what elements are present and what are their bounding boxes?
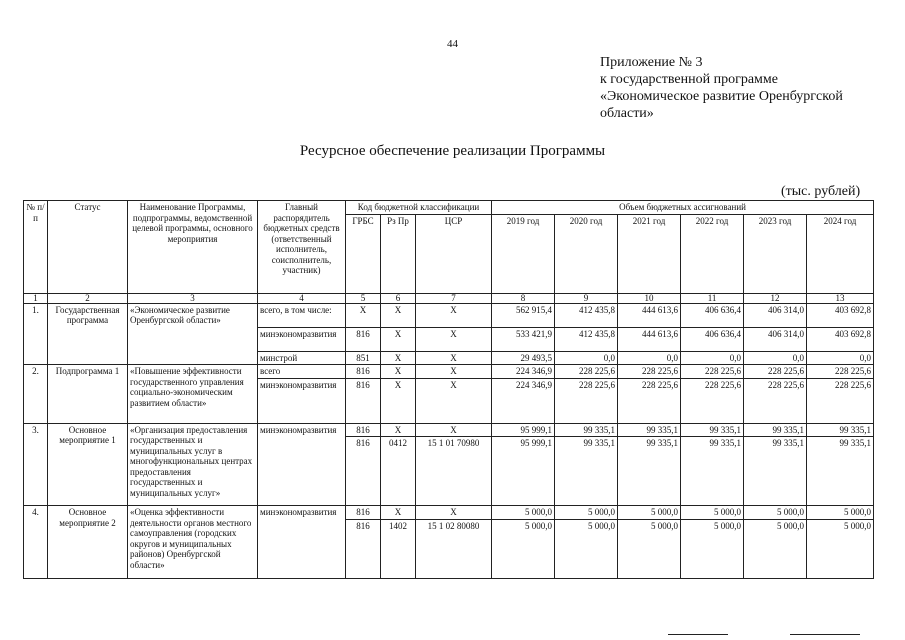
- row-value: 5 000,0: [618, 506, 681, 520]
- row-admin: минэкономразвития: [258, 423, 346, 506]
- row-admin: минстрой: [258, 351, 346, 365]
- budget-table: [23, 200, 874, 579]
- row-value: 95 999,1: [492, 437, 555, 506]
- row-admin: всего, в том числе:: [258, 303, 346, 327]
- row-value: 99 335,1: [618, 437, 681, 506]
- column-number: 2: [48, 293, 128, 303]
- row-grbs: 816: [346, 327, 381, 351]
- row-name: «Организация предоставления государственных и муниципальных услуг в многофункциональных центрах предоставления государственных и муниципальных услуг»: [128, 423, 258, 506]
- header-year: 2022 год: [681, 214, 744, 293]
- table-group-program: [24, 303, 874, 365]
- row-num: 4.: [24, 506, 48, 579]
- header-grbs: ГРБС: [346, 214, 381, 293]
- column-number: 5: [346, 293, 381, 303]
- appendix-line: к государственной программе: [600, 72, 778, 87]
- row-grbs: 816: [346, 365, 381, 379]
- header-volume-group: Объем бюджетных ассигнований: [492, 201, 874, 215]
- row-csr: Х: [416, 365, 492, 379]
- row-value: 228 225,6: [681, 378, 744, 423]
- row-csr: Х: [416, 303, 492, 327]
- row-value: 224 346,9: [492, 378, 555, 423]
- column-number: 10: [618, 293, 681, 303]
- header-year: 2021 год: [618, 214, 681, 293]
- row-name: «Экономическое развитие Оренбургской области»: [128, 303, 258, 365]
- row-rzpr: Х: [381, 423, 416, 437]
- row-value: 99 335,1: [807, 437, 874, 506]
- table-header: [24, 201, 874, 304]
- row-rzpr: 0412: [381, 437, 416, 506]
- row-csr: Х: [416, 423, 492, 437]
- footer-rule: [790, 634, 860, 635]
- header-admin: Главный распорядитель бюджетных средств (ответственный исполнитель, соисполнитель, участник): [258, 201, 346, 294]
- row-value: 5 000,0: [807, 506, 874, 520]
- header-rzpr: Рз Пр: [381, 214, 416, 293]
- row-num: 3.: [24, 423, 48, 506]
- row-value: 444 613,6: [618, 303, 681, 327]
- row-rzpr: Х: [381, 351, 416, 365]
- row-grbs: Х: [346, 303, 381, 327]
- units-label: (тыс. рублей): [781, 184, 861, 199]
- row-value: 0,0: [744, 351, 807, 365]
- row-value: 228 225,6: [744, 365, 807, 379]
- row-admin: минэкономразвития: [258, 327, 346, 351]
- column-numbers-row: [24, 293, 874, 303]
- table-row: [24, 423, 874, 437]
- row-csr: Х: [416, 506, 492, 520]
- row-admin: всего: [258, 365, 346, 379]
- row-value: 99 335,1: [681, 423, 744, 437]
- row-num: 2.: [24, 365, 48, 424]
- row-grbs: 816: [346, 378, 381, 423]
- row-value: 5 000,0: [555, 519, 618, 578]
- row-value: 29 493,5: [492, 351, 555, 365]
- row-value: 5 000,0: [744, 506, 807, 520]
- row-status: Основное мероприятие 1: [48, 423, 128, 506]
- table-group-subprogram: [24, 365, 874, 424]
- header-year: 2019 год: [492, 214, 555, 293]
- row-status: Государственная программа: [48, 303, 128, 365]
- row-rzpr: Х: [381, 378, 416, 423]
- row-value: 228 225,6: [555, 365, 618, 379]
- row-value: 99 335,1: [555, 423, 618, 437]
- row-name: «Оценка эффективности деятельности органов местного самоуправления (городских округов и муниципальных районов) Оренбургской области»: [128, 506, 258, 579]
- row-grbs: 816: [346, 437, 381, 506]
- row-value: 99 335,1: [618, 423, 681, 437]
- row-value: 99 335,1: [555, 437, 618, 506]
- row-value: 406 636,4: [681, 327, 744, 351]
- row-value: 5 000,0: [744, 519, 807, 578]
- row-value: 99 335,1: [744, 423, 807, 437]
- table-row: [24, 303, 874, 327]
- row-value: 228 225,6: [555, 378, 618, 423]
- footer-rule: [668, 634, 728, 635]
- row-value: 403 692,8: [807, 327, 874, 351]
- column-number: 4: [258, 293, 346, 303]
- row-csr: Х: [416, 378, 492, 423]
- row-csr: Х: [416, 351, 492, 365]
- row-status: Основное мероприятие 2: [48, 506, 128, 579]
- appendix-note: [600, 54, 843, 122]
- row-value: 228 225,6: [744, 378, 807, 423]
- row-value: 228 225,6: [618, 365, 681, 379]
- header-status: Статус: [48, 201, 128, 294]
- column-number: 9: [555, 293, 618, 303]
- row-value: 403 692,8: [807, 303, 874, 327]
- column-number: 13: [807, 293, 874, 303]
- table-group-activity-2: [24, 506, 874, 579]
- table-row: [24, 365, 874, 379]
- row-value: 0,0: [618, 351, 681, 365]
- row-csr: 15 1 02 80080: [416, 519, 492, 578]
- row-value: 95 999,1: [492, 423, 555, 437]
- column-number: 7: [416, 293, 492, 303]
- row-name: «Повышение эффективности государственного управления социально-экономическим развитием области»: [128, 365, 258, 424]
- row-value: 228 225,6: [807, 378, 874, 423]
- row-rzpr: Х: [381, 506, 416, 520]
- row-grbs: 816: [346, 519, 381, 578]
- row-value: 533 421,9: [492, 327, 555, 351]
- row-value: 228 225,6: [681, 365, 744, 379]
- row-value: 412 435,8: [555, 303, 618, 327]
- header-year: 2020 год: [555, 214, 618, 293]
- row-value: 406 314,0: [744, 303, 807, 327]
- header-csr: ЦСР: [416, 214, 492, 293]
- row-value: 406 314,0: [744, 327, 807, 351]
- row-value: 562 915,4: [492, 303, 555, 327]
- column-number: 6: [381, 293, 416, 303]
- row-grbs: 816: [346, 506, 381, 520]
- table-row: [24, 506, 874, 520]
- document-title: Ресурсное обеспечение реализации Программы: [299, 143, 606, 159]
- row-status: Подпрограмма 1: [48, 365, 128, 424]
- row-value: 5 000,0: [618, 519, 681, 578]
- header-code-group: Код бюджетной классификации: [346, 201, 492, 215]
- row-value: 228 225,6: [618, 378, 681, 423]
- row-rzpr: 1402: [381, 519, 416, 578]
- row-value: 5 000,0: [681, 519, 744, 578]
- row-rzpr: Х: [381, 327, 416, 351]
- appendix-line: области»: [600, 106, 654, 121]
- column-number: 12: [744, 293, 807, 303]
- header-year: 2023 год: [744, 214, 807, 293]
- row-rzpr: Х: [381, 365, 416, 379]
- column-number: 1: [24, 293, 48, 303]
- row-value: 5 000,0: [492, 519, 555, 578]
- row-csr: 15 1 01 70980: [416, 437, 492, 506]
- row-admin: минэкономразвития: [258, 378, 346, 423]
- row-csr: Х: [416, 327, 492, 351]
- row-admin: минэкономразвития: [258, 506, 346, 579]
- column-number: 3: [128, 293, 258, 303]
- row-value: 444 613,6: [618, 327, 681, 351]
- page-number: 44: [447, 38, 458, 50]
- appendix-line: «Экономическое развитие Оренбургской: [600, 89, 843, 104]
- column-number: 11: [681, 293, 744, 303]
- row-grbs: 851: [346, 351, 381, 365]
- row-value: 99 335,1: [807, 423, 874, 437]
- row-num: 1.: [24, 303, 48, 365]
- row-value: 99 335,1: [744, 437, 807, 506]
- row-value: 224 346,9: [492, 365, 555, 379]
- header-name: Наименование Программы, подпрограммы, ведомственной целевой программы, основного мероприятия: [128, 201, 258, 294]
- column-number: 8: [492, 293, 555, 303]
- row-rzpr: Х: [381, 303, 416, 327]
- appendix-line: Приложение № 3: [600, 55, 703, 70]
- row-value: 5 000,0: [555, 506, 618, 520]
- row-value: 0,0: [807, 351, 874, 365]
- row-value: 99 335,1: [681, 437, 744, 506]
- table-group-activity-1: [24, 423, 874, 506]
- row-value: 406 636,4: [681, 303, 744, 327]
- row-value: 0,0: [555, 351, 618, 365]
- row-grbs: 816: [346, 423, 381, 437]
- row-value: 5 000,0: [681, 506, 744, 520]
- row-value: 5 000,0: [492, 506, 555, 520]
- header-num: № п/п: [24, 201, 48, 294]
- row-value: 228 225,6: [807, 365, 874, 379]
- row-value: 0,0: [681, 351, 744, 365]
- header-year: 2024 год: [807, 214, 874, 293]
- row-value: 5 000,0: [807, 519, 874, 578]
- row-value: 412 435,8: [555, 327, 618, 351]
